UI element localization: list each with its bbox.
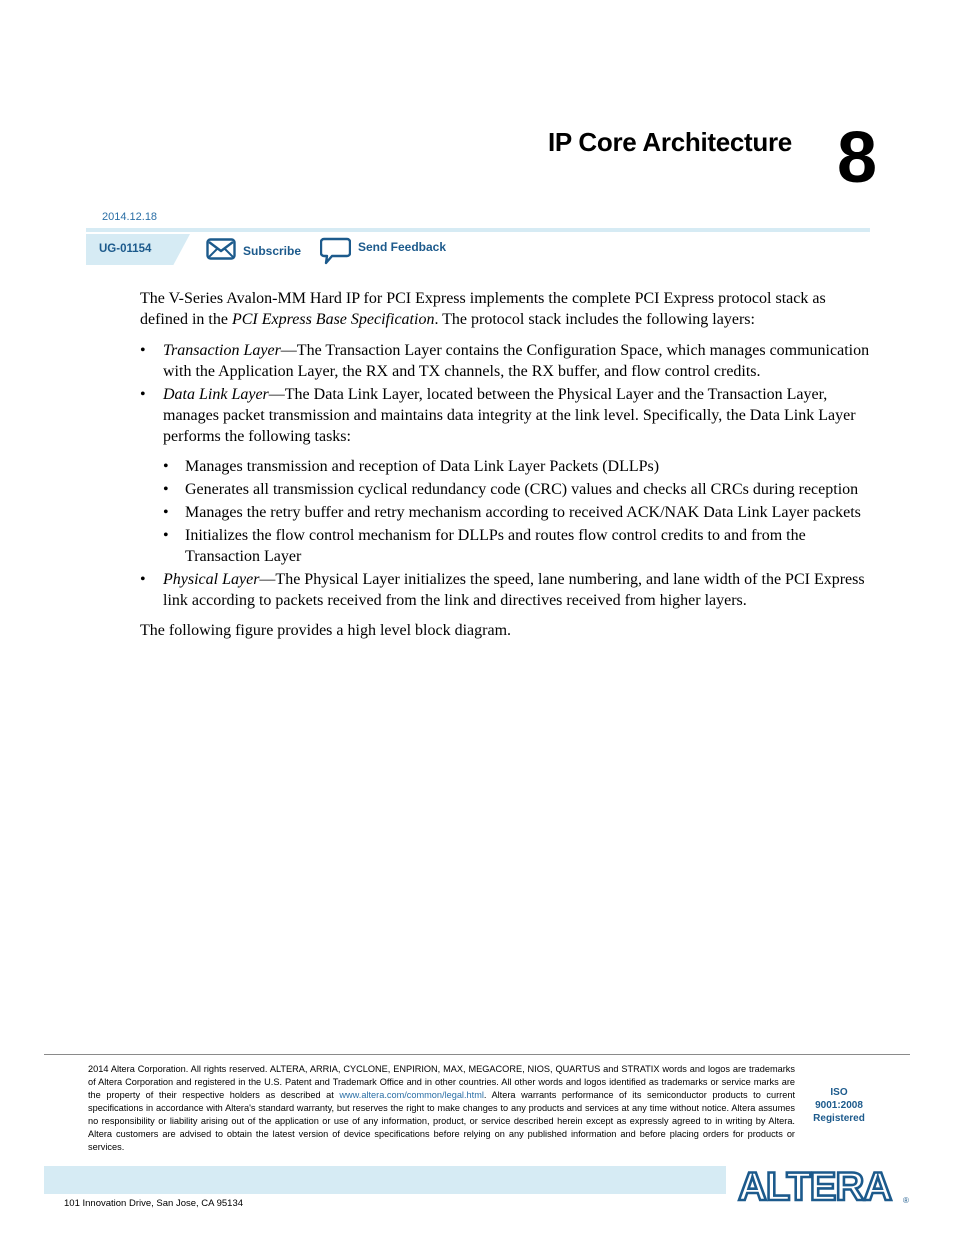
altera-logo <box>736 1164 912 1206</box>
iso-line: Registered <box>813 1113 865 1124</box>
iso-line: 9001:2008 <box>815 1100 863 1111</box>
list-item-physical-layer <box>140 569 870 611</box>
iso-line: ISO <box>830 1087 848 1098</box>
legal-text: 2014 Altera Corporation. All rights reserved. ALTERA, ARRIA, CYCLONE, ENPIRION, MAX, MEGACORE, NIOS, QUARTUS and STRATIX words and logos are trademarks of Altera Corporation and registered in the U.S. Patent and Trademark Office and in other countries. All other words and logos identified as trademarks or service marks are the property of their respective holders as described at <box>88 1064 795 1100</box>
logo-wordmark: ALTERA <box>738 1165 892 1206</box>
footer-address: 101 Innovation Drive, San Jose, CA 95134 <box>64 1198 244 1209</box>
speech-bubble-icon[interactable] <box>320 237 351 265</box>
task-item: • Manages the retry buffer and retry mechanism according to received ACK/NAK Data Link Layer packets <box>163 502 870 523</box>
envelope-icon[interactable] <box>206 238 236 260</box>
intro-text: The V-Series Avalon-MM Hard IP for PCI Express implements the complete PCI Express protocol stack as defined in the <box>140 290 826 328</box>
body-content <box>140 288 870 641</box>
svg-text:®: ® <box>903 1196 909 1205</box>
layer-name: Transaction Layer <box>163 342 281 359</box>
closing-paragraph: The following figure provides a high level block diagram. <box>140 622 512 639</box>
list-item-data-link-layer <box>140 384 870 567</box>
task-item: • Manages transmission and reception of Data Link Layer Packets (DLLPs) <box>163 456 870 477</box>
layer-description: —The Data Link Layer, located between the Physical Layer and the Transaction Layer, manages packet transmission and maintains data integrity at the link level. Specifically, the Data Link Layer performs the following tasks: <box>163 386 856 445</box>
intro-paragraph <box>140 288 870 330</box>
header-band <box>86 228 870 232</box>
layer-name: Data Link Layer <box>163 386 269 403</box>
layer-list <box>140 340 870 611</box>
list-item-transaction-layer <box>140 340 870 382</box>
send-feedback-link[interactable]: Send Feedback <box>358 240 447 254</box>
legal-notice <box>88 1063 795 1154</box>
layer-name: Physical Layer <box>163 571 260 588</box>
spec-name: PCI Express Base Specification <box>231 311 435 328</box>
chapter-title: IP Core Architecture <box>548 127 792 157</box>
document-date: 2014.12.18 <box>102 211 158 223</box>
chapter-number: 8 <box>837 118 878 198</box>
footer-divider <box>44 1054 910 1055</box>
layer-description: —The Transaction Layer contains the Configuration Space, which manages communication with the Application Layer, the RX and TX channels, the RX buffer, and flow control credits. <box>163 342 870 380</box>
task-item: • Initializes the flow control mechanism for DLLPs and routes flow control credits to and from the Transaction Layer <box>163 525 870 567</box>
iso-badge <box>806 1086 872 1125</box>
subscribe-link[interactable]: Subscribe <box>243 244 302 258</box>
layer-description: —The Physical Layer initializes the speed, lane numbering, and lane width of the PCI Express link according to packets received from the link and directives received from higher layers. <box>163 571 865 609</box>
intro-text-end: . The protocol stack includes the following layers: <box>434 311 755 328</box>
task-list <box>163 456 870 567</box>
legal-text-end: . Altera warrants performance of its semiconductor products to current specifications in accordance with Altera's standard warranty, but reserves the right to make changes to any products and services at any time without notice. Altera assumes no responsibility or liability arising out of the application or use of any information, product, or service described herein except as expressly agreed to in writing by Altera. Altera customers are advised to obtain the latest version of device specifications before relying on any published information and before placing orders for products or services. <box>88 1090 795 1152</box>
document-id: UG-01154 <box>99 243 152 255</box>
task-item: • Generates all transmission cyclical redundancy code (CRC) values and checks all CRCs during reception <box>163 479 870 500</box>
legal-link[interactable]: www.altera.com/common/legal.html <box>339 1090 484 1100</box>
